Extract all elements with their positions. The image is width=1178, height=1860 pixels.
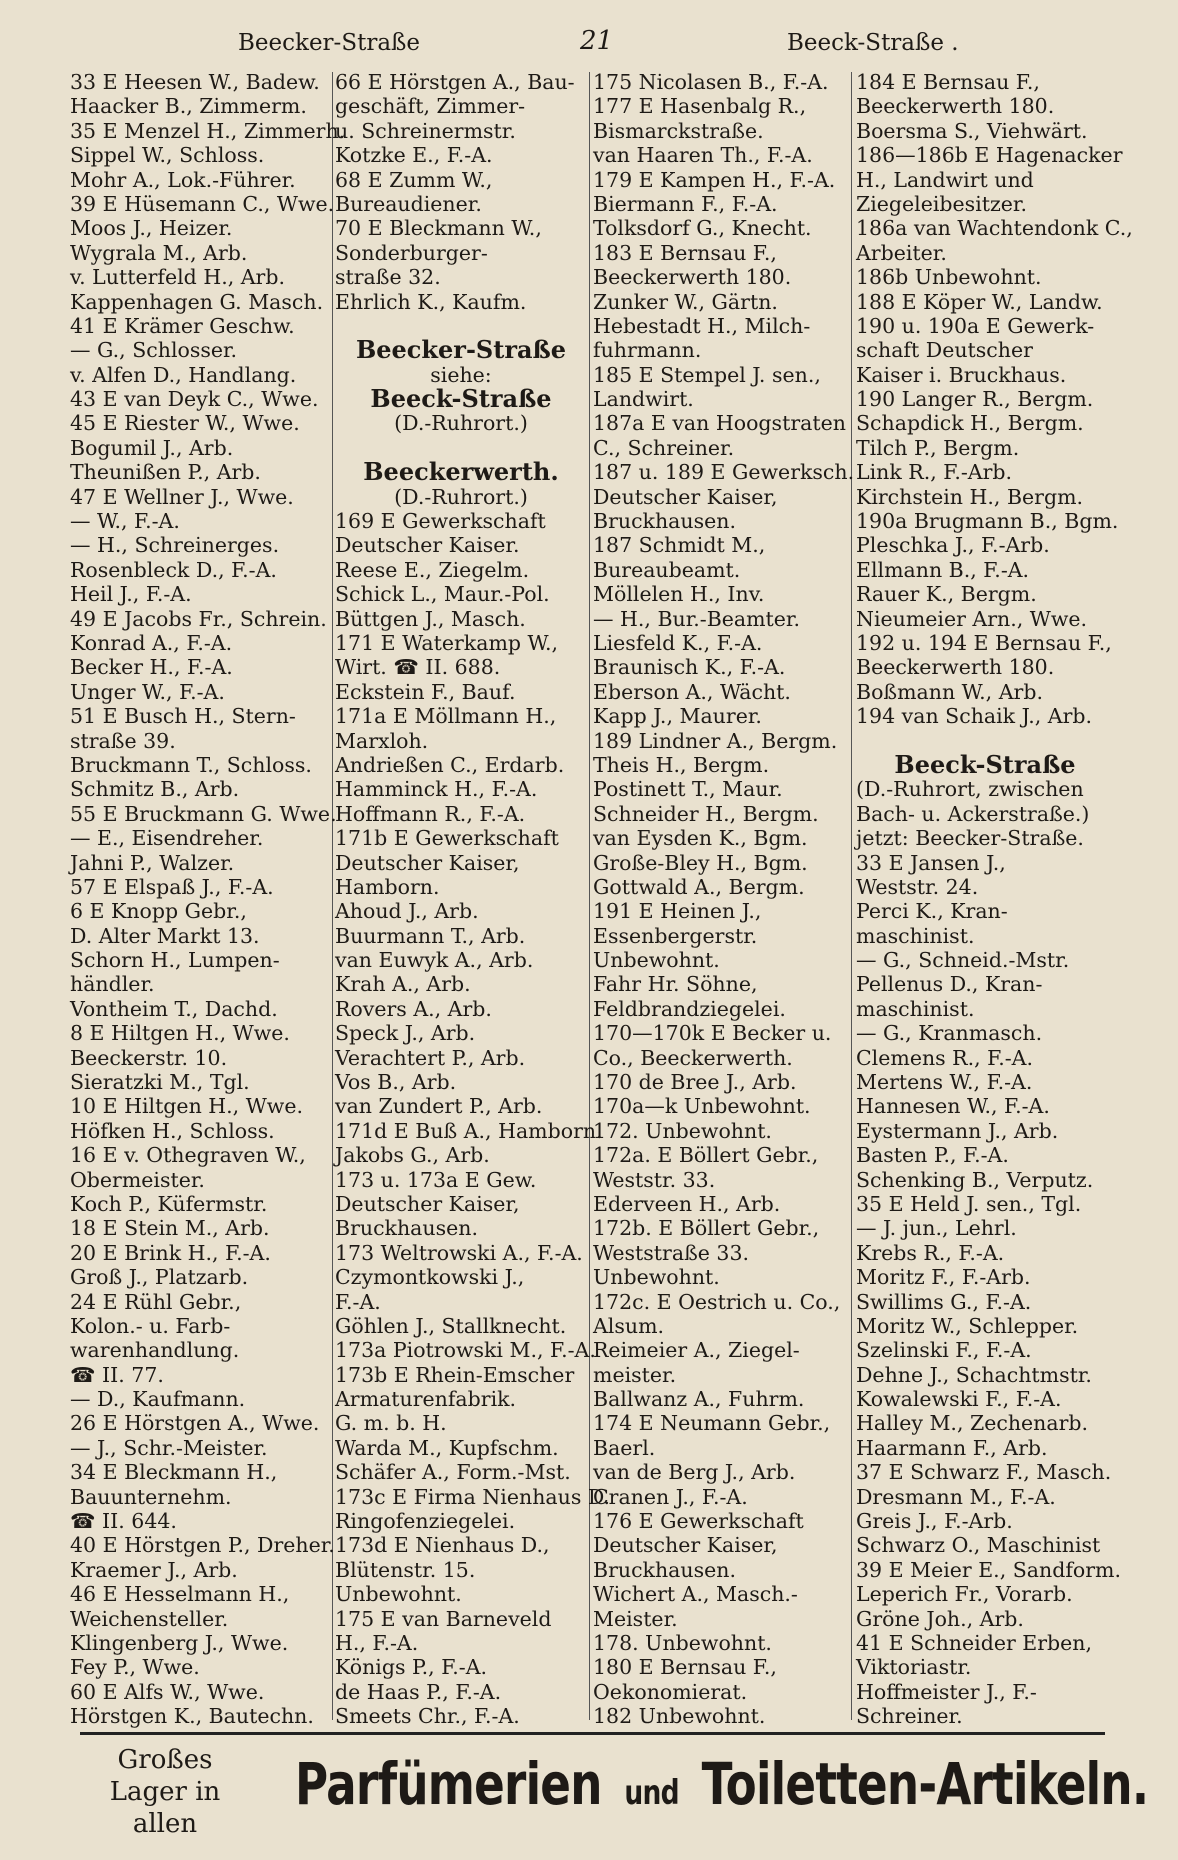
- directory-entry: meister.: [593, 1362, 677, 1387]
- directory-entry: van Eysden K., Bgm.: [593, 826, 808, 851]
- directory-entry: Postinett T., Maur.: [593, 777, 783, 802]
- directory-entry: Becker H., F.-A.: [70, 655, 233, 680]
- directory-entry: — D., Kaufmann.: [70, 1387, 246, 1412]
- directory-entry: u. Schreinermstr.: [335, 118, 516, 143]
- directory-entry: Konrad A., F.-A.: [70, 630, 233, 655]
- directory-entry: 39 E Meier E., Sandform.: [856, 1557, 1121, 1582]
- directory-entry: Unbewohnt.: [335, 1582, 462, 1607]
- directory-entry: van Zundert P., Arb.: [335, 1094, 543, 1119]
- directory-entry: D. Alter Markt 13.: [70, 923, 260, 948]
- page-number: 21: [580, 26, 614, 56]
- directory-entry: Moos J., Heizer.: [70, 216, 233, 241]
- directory-entry: geschäft, Zimmer-: [335, 94, 526, 119]
- directory-entry: 34 E Bleckmann H.,: [70, 1460, 278, 1485]
- directory-entry: Große-Bley H., Bgm.: [593, 850, 808, 875]
- directory-entry: 180 E Bernsau F.,: [593, 1655, 777, 1680]
- directory-entry: Kraemer J., Arb.: [70, 1557, 238, 1582]
- directory-entry: Jakobs G., Arb.: [335, 1143, 490, 1168]
- directory-entry: straße 39.: [70, 728, 176, 753]
- directory-entry: F.-A.: [335, 1289, 381, 1314]
- directory-entry: Bruckhausen.: [593, 509, 736, 534]
- directory-entry: v. Lutterfeld H., Arb.: [70, 265, 285, 290]
- column-divider: [851, 72, 852, 1720]
- directory-entry: Vontheim T., Dachd.: [70, 996, 278, 1021]
- directory-entry: maschinist.: [856, 923, 975, 948]
- directory-entry: 8 E Hiltgen H., Wwe.: [70, 1021, 290, 1046]
- directory-entry: 190 Langer R., Bergm.: [856, 387, 1094, 412]
- directory-entry: Braunisch K., F.-A.: [593, 655, 786, 680]
- directory-entry: 186—186b E Hagenacker: [856, 143, 1123, 168]
- directory-entry: 66 E Hörstgen A., Bau-: [335, 70, 575, 94]
- directory-entry: — H., Schreinerges.: [70, 533, 280, 558]
- directory-entry: ☎ II. 77.: [70, 1362, 164, 1387]
- directory-entry: 33 E Heesen W., Badew.: [70, 70, 320, 94]
- directory-entry: 169 E Gewerkschaft: [335, 509, 546, 534]
- advert-word-parfuemerien: Parfümerien: [295, 1750, 602, 1818]
- directory-entry: 175 E van Barneveld: [335, 1606, 552, 1631]
- directory-entry: Heil J., F.-A.: [70, 582, 192, 607]
- directory-entry: Unger W., F.-A.: [70, 679, 225, 704]
- directory-entry: Bruckhausen.: [335, 1216, 478, 1241]
- directory-entry: 173 u. 173a E Gew.: [335, 1167, 537, 1192]
- directory-entry: 20 E Brink H., F.-A.: [70, 1240, 271, 1265]
- directory-entry: Wichert A., Masch.-: [593, 1582, 798, 1607]
- column-4: [856, 70, 1133, 1729]
- directory-entry: Boßmann W., Arb.: [856, 679, 1043, 704]
- directory-entry: Theunißen P., Arb.: [70, 460, 261, 485]
- directory-entry: Deutscher Kaiser,: [593, 484, 778, 509]
- directory-entry: Landwirt.: [593, 387, 694, 412]
- directory-entry: Alsum.: [593, 1313, 665, 1338]
- directory-entry: Schick L., Maur.-Pol.: [335, 582, 550, 607]
- directory-entry: Weststr. 33.: [593, 1167, 716, 1192]
- directory-entry: Marxloh.: [335, 728, 429, 753]
- directory-entry: straße 32.: [335, 265, 441, 290]
- directory-entry: Halley M., Zechenarb.: [856, 1411, 1089, 1436]
- directory-entry: 33 E Jansen J.,: [856, 850, 1006, 875]
- directory-entry: 190a Brugmann B., Bgm.: [856, 509, 1119, 534]
- directory-entry: Warda M., Kupfschm.: [335, 1435, 559, 1460]
- directory-entry: Meister.: [593, 1606, 678, 1631]
- directory-entry: Bauunternehm.: [70, 1484, 232, 1509]
- directory-entry: Bismarckstraße.: [593, 118, 764, 143]
- directory-entry: Hannesen W., F.-A.: [856, 1094, 1050, 1119]
- directory-entry: Ziegeleibesitzer.: [856, 191, 1027, 216]
- directory-entry: Ellmann B., F.-A.: [856, 557, 1030, 582]
- directory-entry: 174 E Neumann Gebr.,: [593, 1411, 831, 1436]
- directory-entry: H., Landwirt und: [856, 167, 1034, 192]
- directory-entry: Mertens W., F.-A.: [856, 1070, 1033, 1095]
- directory-entry: Essenbergerstr.: [593, 923, 758, 948]
- directory-entry: Dresmann M., F.-A.: [856, 1484, 1056, 1509]
- directory-entry: 172c. E Oestrich u. Co.,: [593, 1289, 841, 1314]
- advert-rule: [80, 1732, 1105, 1735]
- directory-entry: 10 E Hiltgen H., Wwe.: [70, 1094, 303, 1119]
- directory-entry: Beeckerwerth.: [363, 457, 559, 487]
- directory-entry: Leperich Fr., Vorarb.: [856, 1582, 1073, 1607]
- directory-entry: Bach- u. Ackerstraße.): [856, 801, 1090, 826]
- directory-entry: Co., Beeckerwerth.: [593, 1045, 793, 1070]
- directory-entry: Gottwald A., Bergm.: [593, 874, 805, 899]
- directory-entry: warenhandlung.: [70, 1338, 240, 1363]
- directory-entry: Deutscher Kaiser.: [335, 533, 520, 558]
- directory-entry: Beeck-Straße: [894, 749, 1076, 779]
- directory-entry: Czymontkowski J.,: [335, 1265, 525, 1290]
- directory-entry: 179 E Kampen H., F.-A.: [593, 167, 836, 192]
- directory-entry: Moritz F., F.-Arb.: [856, 1265, 1031, 1290]
- directory-entry: 194 van Schaik J., Arb.: [856, 704, 1093, 729]
- directory-entry: Nieumeier Arn., Wwe.: [856, 606, 1088, 631]
- directory-entry: Dehne J., Schachtmstr.: [856, 1362, 1092, 1387]
- directory-entry: Weststraße 33.: [593, 1240, 750, 1265]
- directory-entry: 171 E Waterkamp W.,: [335, 630, 559, 655]
- directory-entry: 178. Unbewohnt.: [593, 1631, 772, 1655]
- directory-entry: Ehrlich K., Kaufm.: [335, 289, 527, 314]
- directory-entry: Cranen J., F.-A.: [593, 1484, 748, 1509]
- directory-entry: Höfken H., Schloss.: [70, 1118, 275, 1143]
- directory-entry: Bruckhausen.: [593, 1557, 736, 1582]
- directory-entry: Ballwanz A., Fuhrm.: [593, 1387, 805, 1412]
- directory-entry: Krah A., Arb.: [335, 972, 471, 997]
- directory-entry: Haacker B., Zimmerm.: [70, 94, 307, 119]
- directory-entry: van Haaren Th., F.-A.: [593, 143, 813, 168]
- directory-entry: Kolon.- u. Farb-: [70, 1313, 231, 1338]
- directory-entry: Mohr A., Lok.-Führer.: [70, 167, 296, 192]
- directory-entry: Schenking B., Verputz.: [856, 1167, 1094, 1192]
- directory-entry: Andrießen C., Erdarb.: [335, 752, 565, 777]
- directory-entry: Haarmann F., Arb.: [856, 1435, 1048, 1460]
- directory-entry: Gröne Joh., Arb.: [856, 1606, 1024, 1631]
- directory-entry: (D.-Ruhrort, zwischen: [856, 777, 1084, 802]
- directory-entry: 170—170k E Becker u.: [593, 1021, 832, 1046]
- directory-entry: 45 E Riester W., Wwe.: [70, 411, 300, 436]
- directory-entry: Buurmann T., Arb.: [335, 923, 526, 948]
- directory-entry: Smeets Chr., F.-A.: [335, 1704, 520, 1729]
- directory-entry: Sippel W., Schloss.: [70, 143, 265, 168]
- directory-entry: Deutscher Kaiser,: [335, 850, 520, 875]
- directory-entry: Jahni P., Walzer.: [70, 850, 235, 875]
- directory-entry: Koch P., Küfermstr.: [70, 1191, 268, 1216]
- directory-entry: 55 E Bruckmann G. Wwe.: [70, 801, 337, 826]
- directory-entry: 182 Unbewohnt.: [593, 1704, 766, 1729]
- directory-entry: 187 u. 189 E Gewerksch.: [593, 460, 855, 485]
- directory-entry: Liesfeld K., F.-A.: [593, 630, 763, 655]
- advert-small-text: Großes Lager in allen: [109, 1745, 221, 1839]
- directory-entry: Unbewohnt.: [593, 948, 720, 973]
- directory-entry: Pellenus D., Kran-: [856, 972, 1043, 997]
- directory-entry: 187 Schmidt M.,: [593, 533, 766, 558]
- directory-entry: v. Alfen D., Handlang.: [70, 362, 297, 387]
- directory-entry: Pleschka J., F.-Arb.: [856, 533, 1050, 558]
- directory-entry: Kappenhagen G. Masch.: [70, 289, 324, 314]
- directory-entry: schaft Deutscher: [856, 338, 1033, 363]
- directory-entry: 6 E Knopp Gebr.,: [70, 899, 247, 924]
- directory-entry: Speck J., Arb.: [335, 1021, 476, 1046]
- directory-entry: Rosenbleck D., F.-A.: [70, 557, 277, 582]
- directory-entry: 68 E Zumm W.,: [335, 167, 493, 192]
- directory-entry: 190 u. 190a E Gewerk-: [856, 313, 1095, 338]
- directory-entry: Reese E., Ziegelm.: [335, 557, 530, 582]
- directory-entry: Beeck-Straße: [370, 384, 552, 414]
- directory-entry: — E., Eisendreher.: [70, 826, 264, 851]
- directory-entry: Schneider H., Bergm.: [593, 801, 819, 826]
- directory-entry: maschinist.: [856, 996, 975, 1021]
- column-divider: [332, 72, 333, 1720]
- directory-entry: — G., Schneid.-Mstr.: [856, 948, 1070, 973]
- directory-entry: Blütenstr. 15.: [335, 1557, 476, 1582]
- directory-entry: Biermann F., F.-A.: [593, 191, 778, 216]
- directory-entry: 191 E Heinen J.,: [593, 899, 762, 924]
- directory-entry: 43 E van Deyk C., Wwe.: [70, 387, 319, 412]
- directory-entry: — J. jun., Lehrl.: [856, 1216, 1017, 1241]
- directory-entry: 37 E Schwarz F., Masch.: [856, 1460, 1112, 1485]
- directory-entry: Hamborn.: [335, 874, 440, 899]
- directory-entry: Krebs R., F.-A.: [856, 1240, 1005, 1265]
- directory-entry: Szelinski F., F.-A.: [856, 1338, 1032, 1363]
- directory-entry: Schmitz B., Arb.: [70, 777, 240, 802]
- directory-entry: 41 E Krämer Geschw.: [70, 313, 295, 338]
- directory-entry: 16 E v. Othegraven W.,: [70, 1143, 306, 1168]
- advert-headline: [295, 1750, 1148, 1818]
- directory-entry: — H., Bur.-Beamter.: [593, 606, 800, 631]
- directory-entry: Schapdick H., Bergm.: [856, 411, 1084, 436]
- directory-entry: Fahr Hr. Söhne,: [593, 972, 758, 997]
- directory-entry: — G., Schlosser.: [70, 338, 238, 363]
- directory-entry: Reimeier A., Ziegel-: [593, 1338, 800, 1363]
- directory-entry: 57 E Elspaß J., F.-A.: [70, 874, 274, 899]
- directory-entry: Königs P., F.-A.: [335, 1655, 488, 1680]
- directory-entry: 188 E Köper W., Landw.: [856, 289, 1103, 314]
- directory-entry: (D.-Ruhrort.): [394, 484, 528, 509]
- directory-entry: 171d E Buß A., Hamborn.: [335, 1118, 603, 1143]
- directory-entry: 170a—k Unbewohnt.: [593, 1094, 811, 1119]
- directory-entry: Link R., F.-Arb.: [856, 460, 1013, 485]
- directory-entry: Perci K., Kran-: [856, 899, 1008, 924]
- directory-entry: 171a E Möllmann H.,: [335, 704, 557, 729]
- directory-entry: 49 E Jacobs Fr., Schrein.: [70, 606, 327, 631]
- directory-entry: Eckstein F., Bauf.: [335, 679, 516, 704]
- directory-entry: Bureaudiener.: [335, 191, 482, 216]
- header-right-street: Beeck-Straße .: [787, 30, 959, 56]
- directory-entry: Schäfer A., Form.-Mst.: [335, 1460, 571, 1485]
- directory-entry: 35 E Menzel H., Zimmerh.: [70, 118, 346, 143]
- directory-entry: Beeckerwerth 180.: [856, 94, 1055, 119]
- directory-entry: Sonderburger-: [335, 240, 488, 265]
- advertisement: [80, 1740, 1149, 1840]
- directory-entry: 70 E Bleckmann W.,: [335, 216, 542, 241]
- directory-entry: Feldbrandziegelei.: [593, 996, 786, 1021]
- directory-entry: 189 Lindner A., Bergm.: [593, 728, 838, 753]
- directory-entry: Armaturenfabrik.: [335, 1387, 517, 1412]
- directory-entry: 47 E Wellner J., Wwe.: [70, 484, 294, 509]
- directory-entry: 173c E Firma Nienhaus D.: [335, 1484, 611, 1509]
- directory-entry: 24 E Rühl Gebr.,: [70, 1289, 242, 1314]
- directory-entry: Ringofenziegelei.: [335, 1509, 516, 1534]
- directory-entry: 176 E Gewerkschaft: [593, 1509, 804, 1534]
- header-left-street: Beecker-Straße: [238, 30, 421, 56]
- directory-entry: Vos B., Arb.: [335, 1070, 457, 1095]
- directory-entry: Eberson A., Wächt.: [593, 679, 791, 704]
- column-3: [593, 70, 855, 1729]
- directory-entry: Clemens R., F.-A.: [856, 1045, 1033, 1070]
- directory-entry: C., Schreiner.: [593, 435, 735, 460]
- directory-entry: Moritz W., Schlepper.: [856, 1313, 1079, 1338]
- directory-entry: Weststr. 24.: [856, 874, 979, 899]
- directory-entry: Bogumil J., Arb.: [70, 435, 234, 460]
- directory-entry: ☎ II. 644.: [70, 1509, 177, 1534]
- directory-entry: 173b E Rhein-Emscher: [335, 1362, 575, 1387]
- directory-entry: 46 E Hesselmann H.,: [70, 1582, 290, 1607]
- directory-entry: 186a van Wachtendonk C.,: [856, 216, 1133, 241]
- advert-word-und: und: [624, 1773, 679, 1813]
- directory-entry: Theis H., Bergm.: [593, 752, 770, 777]
- directory-entry: G. m. b. H.: [335, 1411, 447, 1436]
- directory-entry: jetzt: Beecker-Straße.: [856, 826, 1084, 851]
- directory-entry: Eystermann J., Arb.: [856, 1118, 1059, 1143]
- directory-entry: 41 E Schneider Erben,: [856, 1631, 1093, 1655]
- directory-entry: 18 E Stein M., Arb.: [70, 1216, 270, 1241]
- directory-entry: 172. Unbewohnt.: [593, 1118, 772, 1143]
- directory-entry: (D.-Ruhrort.): [394, 411, 528, 436]
- directory-entry: Tilch P., Bergm.: [856, 435, 1020, 460]
- directory-entry: 173a Piotrowski M., F.-A.: [335, 1338, 596, 1363]
- directory-entry: van de Berg J., Arb.: [593, 1460, 796, 1485]
- directory-entry: Beeckerstr. 10.: [70, 1045, 228, 1070]
- directory-entry: van Euwyk A., Arb.: [335, 948, 534, 973]
- directory-entry: — W., F.-A.: [70, 509, 180, 534]
- advert-word-toiletten: Toiletten-Artikeln.: [701, 1750, 1149, 1818]
- directory-entry: Deutscher Kaiser,: [335, 1191, 520, 1216]
- directory-entry: Hörstgen K., Bautechn.: [70, 1704, 314, 1729]
- directory-entry: Boersma S., Viehwärt.: [856, 118, 1088, 143]
- column-divider: [589, 72, 590, 1720]
- directory-entry: Basten P., F.-A.: [856, 1143, 1009, 1168]
- directory-entry: Groß J., Platzarb.: [70, 1265, 249, 1290]
- directory-entry: Wirt. ☎ II. 688.: [335, 655, 501, 680]
- directory-entry: Verachtert P., Arb.: [335, 1045, 526, 1070]
- directory-entry: Beecker-Straße: [355, 335, 567, 365]
- page-header: [0, 22, 1178, 62]
- directory-entry: Hebestadt H., Milch-: [593, 313, 811, 338]
- directory-entry: Greis J., F.-Arb.: [856, 1509, 1013, 1534]
- directory-entry: Schreiner.: [856, 1704, 963, 1729]
- directory-entry: 175 Nicolasen B., F.-A.: [593, 70, 829, 94]
- directory-entry: händler.: [70, 972, 155, 997]
- directory-entry: Beeckerwerth 180.: [856, 655, 1055, 680]
- directory-entry: — G., Kranmasch.: [856, 1021, 1043, 1046]
- directory-entry: 173d E Nienhaus D.,: [335, 1533, 550, 1558]
- directory-entry: Arbeiter.: [856, 240, 947, 265]
- directory-entry: Wygrala M., Arb.: [70, 240, 248, 265]
- directory-entry: Swillims G., F.-A.: [856, 1289, 1032, 1314]
- directory-entry: 60 E Alfs W., Wwe.: [70, 1679, 265, 1704]
- directory-entry: 51 E Busch H., Stern-: [70, 704, 296, 729]
- directory-entry: Obermeister.: [70, 1167, 205, 1192]
- directory-entry: Weichensteller.: [70, 1606, 229, 1631]
- directory-entry: Büttgen J., Masch.: [335, 606, 526, 631]
- directory-entry: Möllelen H., Inv.: [593, 582, 765, 607]
- directory-entry: 35 E Held J. sen., Tgl.: [856, 1191, 1082, 1216]
- directory-entry: 187a E van Hoogstraten: [593, 411, 846, 436]
- directory-entry: Kaiser i. Bruckhaus.: [856, 362, 1067, 387]
- directory-entry: Kotzke E., F.-A.: [335, 143, 493, 168]
- column-2: [335, 70, 611, 1729]
- directory-entry: — J., Schr.-Meister.: [70, 1435, 268, 1460]
- directory-entry: 173 Weltrowski A., F.-A.: [335, 1240, 583, 1265]
- directory-entry: 170 de Bree J., Arb.: [593, 1070, 797, 1095]
- column-1: [70, 70, 346, 1729]
- directory-entry: 186b Unbewohnt.: [856, 265, 1042, 290]
- directory-entry: Unbewohnt.: [593, 1265, 720, 1290]
- directory-entry: Kirchstein H., Bergm.: [856, 484, 1084, 509]
- directory-entry: 177 E Hasenbalg R.,: [593, 94, 807, 119]
- directory-entry: Hoffmann R., F.-A.: [335, 801, 526, 826]
- directory-entry: siehe:: [430, 362, 492, 387]
- directory-entry: Fey P., Wwe.: [70, 1655, 200, 1680]
- directory-entry: Hoffmeister J., F.-: [856, 1679, 1037, 1704]
- directory-entry: de Haas P., F.-A.: [335, 1679, 502, 1704]
- directory-entry: 40 E Hörstgen P., Dreher.: [70, 1533, 335, 1558]
- directory-entry: Bruckmann T., Schloss.: [70, 752, 312, 777]
- directory-entry: 183 E Bernsau F.,: [593, 240, 777, 265]
- directory-entry: H., F.-A.: [335, 1631, 419, 1655]
- directory-entry: 171b E Gewerkschaft: [335, 826, 559, 851]
- directory-entry: Viktoriastr.: [856, 1655, 972, 1680]
- directory-entry: Sieratzki M., Tgl.: [70, 1070, 250, 1095]
- directory-entry: Baerl.: [593, 1435, 656, 1460]
- directory-entry: 184 E Bernsau F.,: [856, 70, 1040, 94]
- directory-entry: Deutscher Kaiser,: [593, 1533, 778, 1558]
- directory-entry: 26 E Hörstgen A., Wwe.: [70, 1411, 320, 1436]
- directory-entry: Schwarz O., Maschinist: [856, 1533, 1101, 1558]
- directory-entry: 185 E Stempel J. sen.,: [593, 362, 821, 387]
- directory-entry: Klingenberg J., Wwe.: [70, 1631, 289, 1655]
- directory-entry: Rovers A., Arb.: [335, 996, 492, 1021]
- directory-entry: 172b. E Böllert Gebr.,: [593, 1216, 820, 1241]
- directory-entry: Rauer K., Bergm.: [856, 582, 1037, 607]
- directory-entry: Schorn H., Lumpen-: [70, 948, 280, 973]
- directory-entry: 192 u. 194 E Bernsau F.,: [856, 630, 1112, 655]
- directory-entry: Bureaubeamt.: [593, 557, 741, 582]
- directory-entry: Beeckerwerth 180.: [593, 265, 792, 290]
- directory-entry: Ederveen H., Arb.: [593, 1191, 781, 1216]
- directory-entry: Kapp J., Maurer.: [593, 704, 762, 729]
- directory-entry: Hamminck H., F.-A.: [335, 777, 538, 802]
- directory-entry: Kowalewski F., F.-A.: [856, 1387, 1062, 1412]
- directory-entry: 39 E Hüsemann C., Wwe.: [70, 191, 335, 216]
- directory-entry: Oekonomierat.: [593, 1679, 748, 1704]
- directory-entry: Göhlen J., Stallknecht.: [335, 1313, 567, 1338]
- directory-entry: Tolksdorf G., Knecht.: [593, 216, 812, 241]
- directory-entry: Ahoud J., Arb.: [335, 899, 479, 924]
- directory-entry: fuhrmann.: [593, 338, 702, 363]
- directory-entry: Zunker W., Gärtn.: [593, 289, 778, 314]
- directory-entry: 172a. E Böllert Gebr.,: [593, 1143, 819, 1168]
